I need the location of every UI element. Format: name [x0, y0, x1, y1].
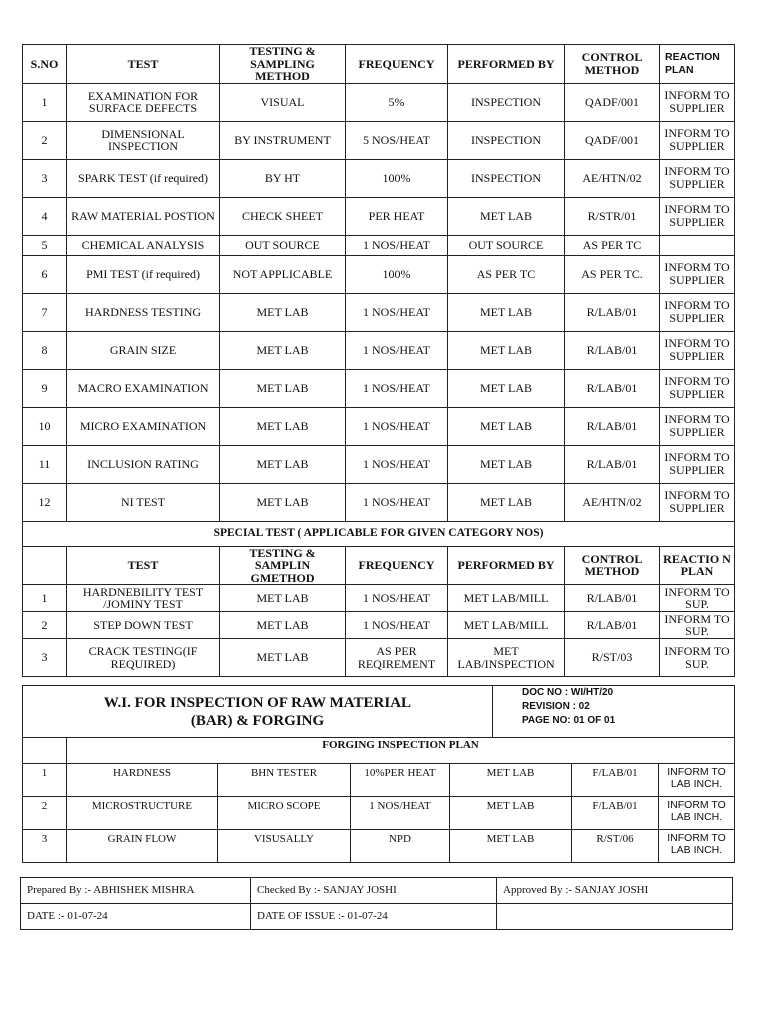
cell-test: GRAIN SIZE: [67, 331, 220, 369]
cell-performed-by: INSPECTION: [448, 159, 565, 197]
table-row: [23, 445, 735, 483]
special-header-test: TEST: [67, 546, 220, 585]
table-row: [23, 235, 735, 255]
special-header-method: TESTING & SAMPLIN GMETHOD: [220, 546, 346, 585]
cell-test: PMI TEST (if required): [67, 255, 220, 293]
forging-row: [23, 764, 735, 797]
cell-sno: 10: [23, 407, 67, 445]
cell-performed-by: MET LAB: [448, 197, 565, 235]
cell-reaction-plan: INFORM TO SUPPLIER: [660, 407, 735, 445]
special-test-row: [23, 639, 735, 677]
cell-method: VISUAL: [220, 83, 346, 121]
special-cell-frequency: AS PER REQIREMENT: [346, 639, 448, 677]
header-performed-by: PERFORMED BY: [448, 45, 565, 84]
forging-cell-parameter: GRAIN FLOW: [67, 830, 218, 863]
forging-cell-performed-by: MET LAB: [450, 797, 572, 830]
forging-cell-control-method: R/ST/06: [572, 830, 659, 863]
table-row: [23, 83, 735, 121]
cell-sno: 2: [23, 121, 67, 159]
cell-control-method: R/LAB/01: [565, 293, 660, 331]
cell-test: MACRO EXAMINATION: [67, 369, 220, 407]
cell-control-method: AS PER TC.: [565, 255, 660, 293]
header-control-method: CONTROL METHOD: [565, 45, 660, 84]
cell-frequency: 1 NOS/HEAT: [346, 235, 448, 255]
forging-cell-sno: 3: [23, 830, 67, 863]
cell-reaction-plan: INFORM TO SUPPLIER: [660, 483, 735, 521]
cell-reaction-plan: INFORM TO SUPPLIER: [660, 445, 735, 483]
cell-method: MET LAB: [220, 293, 346, 331]
cell-method: BY HT: [220, 159, 346, 197]
signoff-table: [20, 877, 733, 930]
header-frequency: FREQUENCY: [346, 45, 448, 84]
cell-frequency: 5%: [346, 83, 448, 121]
cell-test: INCLUSION RATING: [67, 445, 220, 483]
cell-reaction-plan: [660, 235, 735, 255]
cell-frequency: 1 NOS/HEAT: [346, 293, 448, 331]
special-cell-frequency: 1 NOS/HEAT: [346, 585, 448, 612]
forging-cell-method: BHN TESTER: [218, 764, 351, 797]
cell-sno: 12: [23, 483, 67, 521]
cell-performed-by: MET LAB: [448, 483, 565, 521]
cell-reaction-plan: INFORM TO SUPPLIER: [660, 121, 735, 159]
cell-test: DIMENSIONAL INSPECTION: [67, 121, 220, 159]
cell-sno: 8: [23, 331, 67, 369]
special-test-title: SPECIAL TEST ( APPLICABLE FOR GIVEN CATEGORY NOS): [23, 521, 735, 546]
special-cell-performed-by: MET LAB/MILL: [448, 585, 565, 612]
prepared-by: Prepared By :- ABHISHEK MISHRA: [21, 878, 251, 904]
cell-reaction-plan: INFORM TO SUPPLIER: [660, 83, 735, 121]
table-row: [23, 331, 735, 369]
doc-number: DOC NO : WI/HT/20: [522, 687, 614, 698]
raw-material-inspection-table: [22, 44, 735, 677]
forging-cell-reaction-plan: INFORM TO LAB INCH.: [659, 764, 735, 797]
forging-cell-parameter: HARDNESS: [67, 764, 218, 797]
special-cell-test: HARDNEBILITY TEST /JOMINY TEST: [67, 585, 220, 612]
cell-frequency: 5 NOS/HEAT: [346, 121, 448, 159]
header-method: TESTING & SAMPLING METHOD: [220, 45, 346, 84]
cell-sno: 6: [23, 255, 67, 293]
cell-method: CHECK SHEET: [220, 197, 346, 235]
cell-test: RAW MATERIAL POSTION: [67, 197, 220, 235]
cell-method: MET LAB: [220, 331, 346, 369]
forging-cell-control-method: F/LAB/01: [572, 797, 659, 830]
cell-frequency: 1 NOS/HEAT: [346, 407, 448, 445]
header-reaction-plan: REACTION PLAN: [660, 45, 735, 84]
cell-performed-by: MET LAB: [448, 331, 565, 369]
cell-test: EXAMINATION FOR SURFACE DEFECTS: [67, 83, 220, 121]
special-cell-frequency: 1 NOS/HEAT: [346, 612, 448, 639]
document-title-block: [22, 685, 735, 738]
cell-test: MICRO EXAMINATION: [67, 407, 220, 445]
special-header-sno: [23, 546, 67, 585]
cell-method: BY INSTRUMENT: [220, 121, 346, 159]
table-row: [23, 293, 735, 331]
document-title-line-2: (BAR) & FORGING: [190, 712, 325, 729]
page-number: PAGE NO: 01 OF 01: [522, 715, 616, 726]
forging-title-row: [23, 738, 735, 764]
table-row: [23, 197, 735, 235]
cell-frequency: 1 NOS/HEAT: [346, 483, 448, 521]
special-cell-sno: 1: [23, 585, 67, 612]
cell-reaction-plan: INFORM TO SUPPLIER: [660, 255, 735, 293]
cell-performed-by: MET LAB: [448, 445, 565, 483]
forging-cell-frequency: 1 NOS/HEAT: [351, 797, 450, 830]
cell-performed-by: MET LAB: [448, 293, 565, 331]
cell-method: MET LAB: [220, 369, 346, 407]
cell-sno: 11: [23, 445, 67, 483]
cell-control-method: R/LAB/01: [565, 369, 660, 407]
cell-reaction-plan: INFORM TO SUPPLIER: [660, 293, 735, 331]
cell-control-method: QADF/001: [565, 121, 660, 159]
cell-method: MET LAB: [220, 445, 346, 483]
date: DATE :- 01-07-24: [21, 904, 251, 930]
cell-control-method: R/LAB/01: [565, 331, 660, 369]
special-cell-test: CRACK TESTING(IF REQUIRED): [67, 639, 220, 677]
header-test: TEST: [67, 45, 220, 84]
document-control-info: [493, 686, 735, 738]
cell-performed-by: MET LAB: [448, 369, 565, 407]
cell-test: CHEMICAL ANALYSIS: [67, 235, 220, 255]
table-header-row: [23, 45, 735, 84]
cell-control-method: R/STR/01: [565, 197, 660, 235]
cell-sno: 7: [23, 293, 67, 331]
cell-test: HARDNESS TESTING: [67, 293, 220, 331]
special-cell-sno: 2: [23, 612, 67, 639]
special-header-frequency: FREQUENCY: [346, 546, 448, 585]
cell-performed-by: MET LAB: [448, 407, 565, 445]
cell-reaction-plan: INFORM TO SUPPLIER: [660, 159, 735, 197]
forging-cell-parameter: MICROSTRUCTURE: [67, 797, 218, 830]
cell-frequency: 1 NOS/HEAT: [346, 331, 448, 369]
forging-cell-sno: 1: [23, 764, 67, 797]
empty-cell: [497, 904, 733, 930]
forging-empty-cell: [23, 738, 67, 764]
special-header-control-method: CONTROL METHOD: [565, 546, 660, 585]
special-test-header-row: [23, 546, 735, 585]
cell-control-method: R/LAB/01: [565, 445, 660, 483]
forging-cell-frequency: NPD: [351, 830, 450, 863]
cell-method: MET LAB: [220, 407, 346, 445]
forging-plan-title: FORGING INSPECTION PLAN: [67, 738, 735, 764]
document-title-line-1: W.I. FOR INSPECTION OF RAW MATERIAL: [103, 694, 412, 711]
cell-performed-by: INSPECTION: [448, 121, 565, 159]
cell-frequency: 1 NOS/HEAT: [346, 369, 448, 407]
special-header-reaction-plan: REACTIO N PLAN: [660, 546, 735, 585]
forging-cell-control-method: F/LAB/01: [572, 764, 659, 797]
cell-reaction-plan: INFORM TO SUPPLIER: [660, 197, 735, 235]
table-row: [23, 369, 735, 407]
forging-cell-performed-by: MET LAB: [450, 830, 572, 863]
cell-control-method: AS PER TC: [565, 235, 660, 255]
forging-cell-reaction-plan: INFORM TO LAB INCH.: [659, 797, 735, 830]
approved-by: Approved By :- SANJAY JOSHI: [497, 878, 733, 904]
special-cell-sno: 3: [23, 639, 67, 677]
special-cell-reaction-plan: INFORM TO SUP.: [660, 612, 735, 639]
forging-cell-method: VISUSALLY: [218, 830, 351, 863]
cell-frequency: 100%: [346, 159, 448, 197]
forging-cell-sno: 2: [23, 797, 67, 830]
cell-performed-by: AS PER TC: [448, 255, 565, 293]
cell-sno: 3: [23, 159, 67, 197]
header-sno: S.NO: [23, 45, 67, 84]
special-cell-reaction-plan: INFORM TO SUP.: [660, 639, 735, 677]
special-test-title-row: [23, 521, 735, 546]
cell-reaction-plan: INFORM TO SUPPLIER: [660, 369, 735, 407]
special-header-performed-by: PERFORMED BY: [448, 546, 565, 585]
revision-number: REVISION : 02: [522, 701, 590, 712]
date-of-issue: DATE OF ISSUE :- 01-07-24: [251, 904, 497, 930]
forging-inspection-plan-table: [22, 737, 735, 863]
cell-method: MET LAB: [220, 483, 346, 521]
table-row: [23, 159, 735, 197]
table-row: [23, 483, 735, 521]
cell-method: NOT APPLICABLE: [220, 255, 346, 293]
cell-control-method: R/LAB/01: [565, 407, 660, 445]
cell-method: OUT SOURCE: [220, 235, 346, 255]
cell-reaction-plan: INFORM TO SUPPLIER: [660, 331, 735, 369]
special-cell-test: STEP DOWN TEST: [67, 612, 220, 639]
cell-sno: 4: [23, 197, 67, 235]
special-cell-method: MET LAB: [220, 639, 346, 677]
special-cell-control-method: R/LAB/01: [565, 612, 660, 639]
cell-frequency: 1 NOS/HEAT: [346, 445, 448, 483]
cell-test: NI TEST: [67, 483, 220, 521]
special-cell-control-method: R/ST/03: [565, 639, 660, 677]
cell-control-method: AE/HTN/02: [565, 159, 660, 197]
cell-sno: 9: [23, 369, 67, 407]
special-cell-method: MET LAB: [220, 612, 346, 639]
cell-control-method: QADF/001: [565, 83, 660, 121]
forging-row: [23, 797, 735, 830]
special-test-row: [23, 612, 735, 639]
forging-cell-frequency: 10%PER HEAT: [351, 764, 450, 797]
table-row: [23, 255, 735, 293]
special-cell-control-method: R/LAB/01: [565, 585, 660, 612]
forging-cell-performed-by: MET LAB: [450, 764, 572, 797]
cell-frequency: 100%: [346, 255, 448, 293]
cell-frequency: PER HEAT: [346, 197, 448, 235]
document-title: [23, 686, 493, 738]
forging-cell-reaction-plan: INFORM TO LAB INCH.: [659, 830, 735, 863]
table-row: [23, 121, 735, 159]
forging-row: [23, 830, 735, 863]
special-cell-method: MET LAB: [220, 585, 346, 612]
cell-sno: 5: [23, 235, 67, 255]
cell-performed-by: INSPECTION: [448, 83, 565, 121]
table-row: [23, 407, 735, 445]
cell-test: SPARK TEST (if required): [67, 159, 220, 197]
checked-by: Checked By :- SANJAY JOSHI: [251, 878, 497, 904]
cell-control-method: AE/HTN/02: [565, 483, 660, 521]
special-test-row: [23, 585, 735, 612]
cell-sno: 1: [23, 83, 67, 121]
special-cell-performed-by: MET LAB/MILL: [448, 612, 565, 639]
special-cell-reaction-plan: INFORM TO SUP.: [660, 585, 735, 612]
forging-cell-method: MICRO SCOPE: [218, 797, 351, 830]
cell-performed-by: OUT SOURCE: [448, 235, 565, 255]
special-cell-performed-by: MET LAB/INSPECTION: [448, 639, 565, 677]
